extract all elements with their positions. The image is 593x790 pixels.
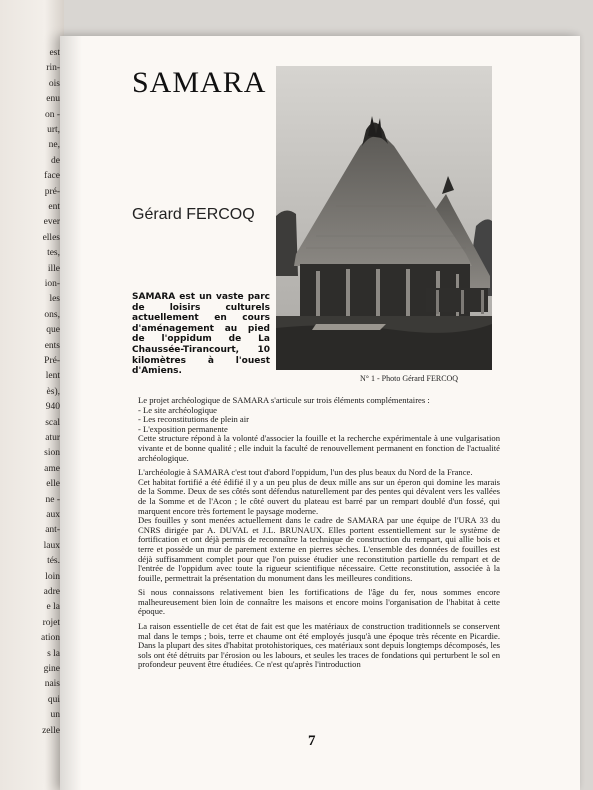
page-number: 7 <box>308 733 316 749</box>
left-page-text-fragment: e la <box>46 602 60 613</box>
left-page-text-fragment: rin- <box>46 63 60 74</box>
element-list <box>138 406 500 435</box>
left-page-text-fragment: ne - <box>45 494 60 505</box>
article-intro: SAMARA est un vaste parc de loisirs culturels actuellement en cours d'aménagement au pied de l'oppidum de La Chaussée-Tirancourt, 10 kilomètres à l'ouest d'Amiens. <box>132 292 270 377</box>
left-page-text-fragment: tes, <box>47 248 60 259</box>
article-title: SAMARA <box>132 66 267 99</box>
left-page-text-fragment: ant- <box>45 525 60 536</box>
left-page-text-fragment: ever <box>43 217 60 228</box>
left-page-text-fragment: les <box>49 294 60 305</box>
left-page-text-fragment: elle <box>46 479 60 490</box>
left-page-text-fragment: elles <box>42 232 60 243</box>
left-page-text-fragment: ne, <box>48 140 60 151</box>
article-author: Gérard FERCOQ <box>132 206 255 223</box>
left-page-text-fragment: laux <box>43 540 60 551</box>
left-page-text-fragment: enu <box>46 94 60 105</box>
left-page-text-fragment: de <box>51 155 60 166</box>
thatched-hut-illustration <box>276 66 492 370</box>
page-gutter-shadow <box>60 36 82 790</box>
left-page-text-fragment: aux <box>46 510 60 520</box>
left-page-text-fragment: pré- <box>44 186 60 197</box>
left-page-text-fragment: ille <box>47 263 60 274</box>
left-page-text-fragment: on - <box>44 109 60 120</box>
left-page-text-fragment: tés. <box>47 556 60 567</box>
left-facing-page <box>0 0 64 790</box>
hut-photo <box>276 66 492 370</box>
left-page-text-fragment: sion <box>44 448 60 459</box>
photo-caption: N° 1 - Photo Gérard FERCOQ <box>360 374 459 383</box>
left-page-text-fragment: 940 <box>45 402 60 413</box>
left-page-text-fragment: adre <box>43 587 60 597</box>
paragraph: La raison essentielle de cet état de fait est que les matériaux de construction traditionnels se conservent mal dans le temps ; bois, terre et chaume ont été employés jusqu'à une époque très récente en Picardie. Dans la plupart des sites d'habitat protohistoriques, ces matériaux sont depuis longtemps décomposés, les sols ont été détruits par l'érosion ou les labours, et seules les traces de fondations qui perturbent le sol en profondeur peuvent être étudiées. Ce n'est qu'après l'introduction <box>138 621 500 670</box>
left-page-text-fragment: nais <box>44 679 60 690</box>
paragraph: Cet habitat fortifié a été édifié il y a un peu plus de deux mille ans sur un éperon qui domine les marais de la Somme. Deux de ses côtés sont défendus naturellement par des pentes qui dévalent vers les vallées de la Somme et de l'Acon ; le côté ouvert du plateau est barré par un rempart doublé d'un fossé, qui marquent encore très fortement le paysage moderne. <box>138 476 500 516</box>
left-page-text-fragment: gine <box>43 664 60 674</box>
left-page-text-fragment: ation <box>41 633 60 644</box>
paragraph: Le projet archéologique de SAMARA s'articule sur trois éléments complémentaires : <box>138 395 430 405</box>
left-page-text-fragment: scal <box>45 417 60 428</box>
left-page-text-fragment: que <box>46 325 60 336</box>
left-page-text-fragment: ion- <box>44 279 60 289</box>
left-page-text-fragment: Pré- <box>44 356 60 366</box>
left-page-text-fragment: un <box>50 710 60 721</box>
left-page-text-fragment: urt, <box>47 125 60 135</box>
left-page-text-fragment: face <box>44 171 60 182</box>
article-body <box>138 396 500 675</box>
left-page-text-fragment: atur <box>45 433 60 443</box>
list-item: - L'exposition permanente <box>138 423 228 434</box>
magazine-page <box>60 36 580 790</box>
left-page-text-fragment: est <box>49 48 60 58</box>
left-page-text-fragment: lent <box>45 371 60 382</box>
left-page-text-fragment: ons, <box>44 309 60 320</box>
paragraph: Si nous connaissons relativement bien les fortifications de l'âge du fer, nous sommes encore malheureusement bien loin de connaître les maisons et encore moins l'organisation de l'habitat à cette époque. <box>138 587 500 617</box>
list-item: - Le site archéologique <box>138 404 217 415</box>
left-page-text-fragment: ès), <box>46 386 60 397</box>
left-page-text-fragment: s la <box>47 648 60 659</box>
paragraph: Cette structure répond à la volonté d'associer la fouille et la recherche expérimentale à une vulgarisation vivante et de bonne qualité ; elle induit la faculté de renouvellement permanent en fonction de l'actualité archéologique. <box>138 433 500 463</box>
paragraph: Des fouilles y sont menées actuellement dans le cadre de SAMARA par une équipe de l'URA 33 du CNRS dirigée par A. DUVAL et J.L. BRUNAUX. Elles portent essentiellement sur le système de fortification et ont déjà permis de reconnaître la technique de construction du rempart, qui allie bois et terre et possède un mur de parement externe en pierres sèches. L'ensemble des données de fouilles est déjà suffisamment complet pour que l'on puisse étudier une reconstitution partielle du rempart et de l'entrée de l'oppidum avec toute la rigueur scientifique nécessaire. Cette reconstitution, associée à la fouille, permettrait la présentation du monument dans les meilleures conditions. <box>138 515 500 583</box>
left-page-text-fragment: ents <box>44 340 60 351</box>
list-item: - Les reconstitutions de plein air <box>138 414 249 425</box>
left-page-text-fragment: rojet <box>42 617 60 628</box>
left-page-text-fragment: ame <box>44 463 60 474</box>
left-page-text-fragment: qui <box>47 694 60 705</box>
left-page-text-fragment: loin <box>45 571 60 582</box>
left-page-text-fragment: zelle <box>42 725 60 736</box>
left-page-text-fragment: ois <box>48 78 60 89</box>
paragraph: L'archéologie à SAMARA c'est tout d'abord l'oppidum, l'un des plus beaux du Nord de la France. <box>138 467 473 478</box>
left-page-text-fragment: ent <box>48 202 60 212</box>
